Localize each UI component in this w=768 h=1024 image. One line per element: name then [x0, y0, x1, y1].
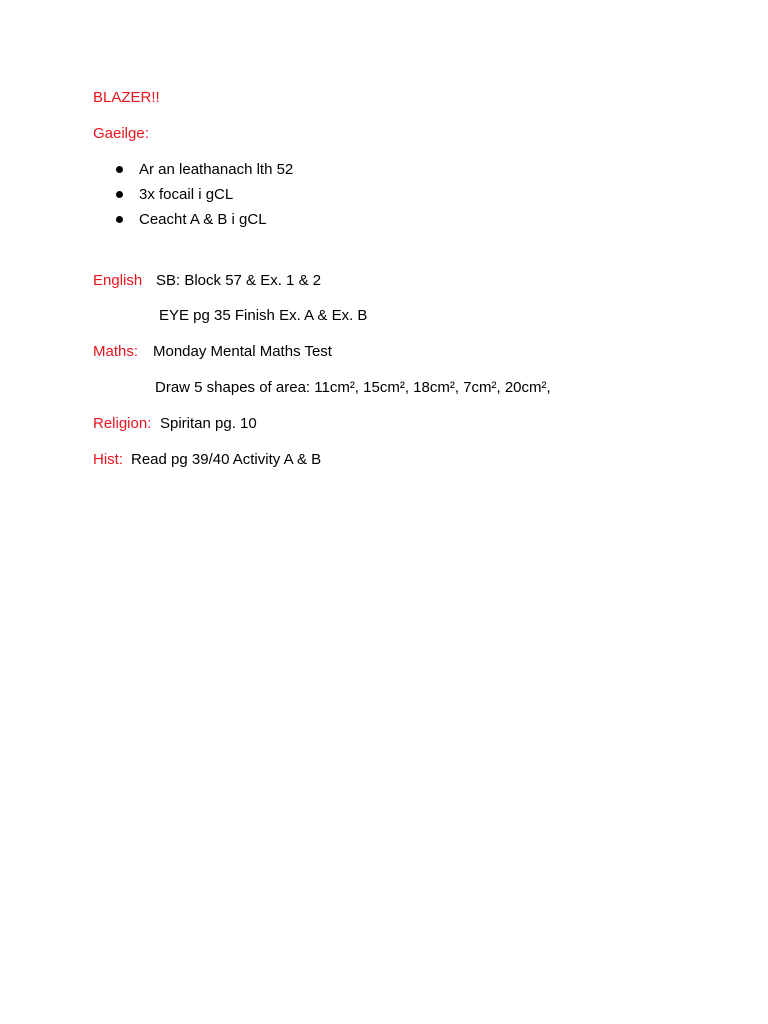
english-line-2: EYE pg 35 Finish Ex. A & Ex. B	[159, 307, 368, 324]
list-item	[116, 186, 293, 211]
hist-text: Read pg 39/40 Activity A & B	[131, 451, 322, 468]
list-item-text: Ar an leathanach lth 52	[139, 161, 294, 178]
gaeilge-list	[116, 161, 293, 236]
list-item-text: 3x focail i gCL	[139, 186, 234, 203]
list-item	[116, 161, 293, 186]
list-item-text: Ceacht A & B i gCL	[139, 211, 267, 228]
bullet-icon	[116, 216, 123, 223]
list-item	[116, 211, 293, 236]
maths-line-2: Draw 5 shapes of area: 11cm², 15cm², 18cm², 7cm², 20cm²,	[155, 379, 551, 396]
bullet-icon	[116, 166, 123, 173]
maths-label: Maths:	[93, 343, 139, 360]
blazer-note: BLAZER!!	[93, 89, 160, 106]
religion-text: Spiritan pg. 10	[160, 415, 257, 432]
bullet-icon	[116, 191, 123, 198]
english-line-1: SB: Block 57 & Ex. 1 & 2	[156, 272, 322, 289]
religion-label: Religion:	[93, 415, 152, 432]
hist-label: Hist:	[93, 451, 123, 468]
english-label: English	[93, 272, 143, 289]
gaeilge-heading: Gaeilge:	[93, 125, 149, 142]
maths-line-1: Monday Mental Maths Test	[153, 343, 332, 360]
